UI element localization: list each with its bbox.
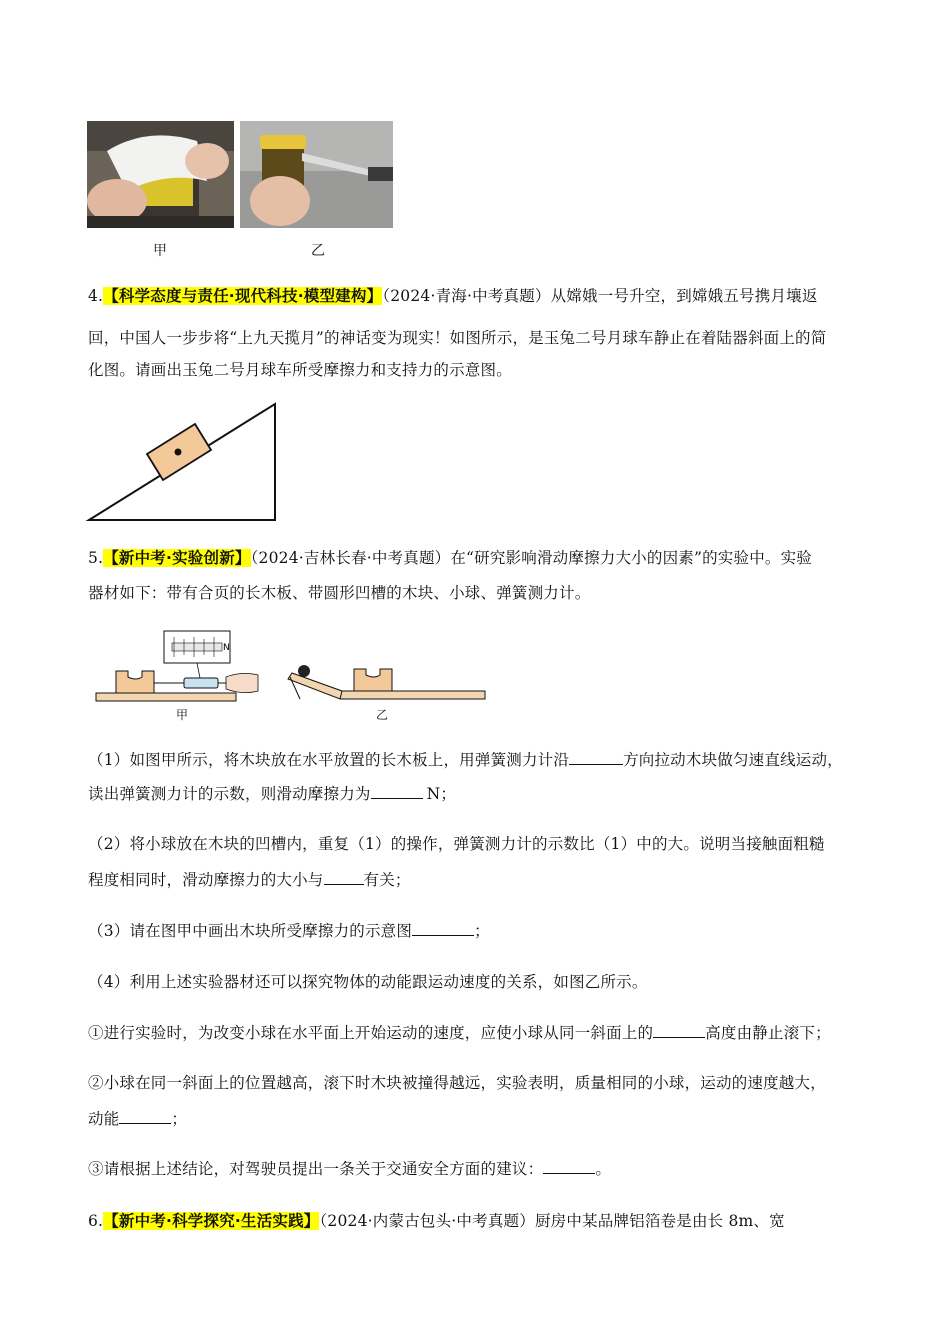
q5-part4: （4）利用上述实验器材还可以探究物体的动能跟运动速度的关系，如图乙所示。 — [88, 973, 648, 991]
incline-diagram — [85, 400, 280, 525]
q6-source: （2024·内蒙古包头·中考真题） — [319, 1212, 535, 1230]
incline-board-yi — [288, 673, 342, 699]
photo-jar-towel-image — [87, 121, 234, 228]
q5-part2-text-c: 有关； — [363, 871, 411, 889]
long-board-jia — [96, 693, 236, 701]
q5-part2-line1: （2）将小球放在木块的凹槽内，重复（1）的操作，弹簧测力计的示数比（1）中的大。说明当接触面粗糙 — [88, 835, 825, 853]
q5-tag: 【新中考·实验创新】 — [103, 549, 251, 567]
q4-line-1 — [88, 281, 868, 311]
ball — [298, 665, 310, 677]
experiment-figure — [92, 625, 492, 725]
wood-block-yi — [354, 669, 392, 691]
q5-part3-text-a: （3）请在图甲中画出木块所受摩擦力的示意图 — [88, 922, 413, 940]
q5-sub3 — [88, 1154, 868, 1184]
q4-line-2: 回，中国人一步步将“上九天揽月”的神话变为现实！如图所示，是玉兔二号月球车静止在着陆器斜面上的简 — [88, 329, 827, 347]
top-caption-yi: 乙 — [311, 243, 325, 259]
q4-tag: 【科学态度与责任·现代科技·模型建构】 — [103, 287, 383, 305]
long-board-yi — [340, 691, 485, 699]
answer-blank-diagram[interactable] — [412, 920, 474, 936]
exp-caption-yi: 乙 — [376, 708, 389, 722]
q5-part1-text-c: 读出弹簧测力计的示数，则滑动摩擦力为 — [88, 785, 371, 803]
q5-sub3-text-b: 。 — [595, 1160, 612, 1178]
answer-blank-energy[interactable] — [119, 1108, 171, 1124]
q5-sub2-line2 — [88, 1104, 868, 1134]
q5-line1-text: 在“研究影响滑动摩擦力大小的因素”的实验中。实验 — [450, 549, 813, 567]
q5-part1-text-a: （1）如图甲所示，将木块放在水平放置的长木板上，用弹簧测力计沿 — [88, 751, 570, 769]
q6-line-1 — [88, 1206, 868, 1236]
photo-jar-towel — [87, 121, 234, 228]
photo-jar-knife-image — [240, 121, 393, 228]
q4-line-3: 化图。请画出玉兔二号月球车所受摩擦力和支持力的示意图。 — [88, 361, 512, 379]
q5-part1-text-b: 方向拉动木块做匀速直线运动， — [623, 751, 843, 769]
q5-sub2-text-b: 动能 — [88, 1110, 120, 1128]
q5-part1-text-d: N； — [426, 785, 457, 803]
gauge-scale-track — [172, 643, 222, 651]
q5-part3 — [88, 916, 868, 946]
spring-scale — [184, 678, 218, 688]
q5-sub3-text-a: ③请根据上述结论，对驾驶员提出一条关于交通安全方面的建议： — [88, 1160, 544, 1178]
answer-blank-advice[interactable] — [543, 1158, 595, 1174]
q5-line-2: 器材如下：带有合页的长木板、带圆形凹槽的木块、小球、弹簧测力计。 — [88, 584, 591, 602]
q5-line-1 — [88, 543, 868, 573]
q5-sub1-text-b: 高度由静止滚下； — [705, 1024, 831, 1042]
q5-sub1-text-a: ①进行实验时，为改变小球在水平面上开始运动的速度，应使小球从同一斜面上的 — [88, 1024, 654, 1042]
q6-tag: 【新中考·科学探究·生活实践】 — [103, 1212, 320, 1230]
hand — [226, 673, 258, 692]
q5-sub2-text-c: ； — [171, 1110, 188, 1128]
gauge-pointer-line — [197, 663, 200, 678]
exp-caption-jia: 甲 — [176, 708, 189, 722]
q5-part2-line2 — [88, 865, 868, 895]
q6-line1-text: 厨房中某品牌铝箔卷是由长 8m、宽 — [534, 1212, 785, 1230]
q4-number: 4. — [88, 287, 104, 305]
q5-part1-line2 — [88, 779, 868, 809]
top-caption-jia: 甲 — [153, 243, 167, 259]
q5-sub2-line1: ②小球在同一斜面上的位置越高，滚下时木块被撞得越远，实验表明，质量相同的小球，运动的速度越大， — [88, 1074, 826, 1092]
photo-jar-knife — [240, 121, 393, 228]
wood-block-jia — [116, 671, 154, 693]
answer-blank-friction[interactable] — [371, 783, 423, 799]
q4-source: （2024·青海·中考真题） — [382, 287, 551, 305]
q5-number: 5. — [88, 549, 104, 567]
answer-blank-height[interactable] — [653, 1022, 705, 1038]
q5-part2-text-b: 程度相同时，滑动摩擦力的大小与 — [88, 871, 324, 889]
answer-blank-direction[interactable] — [569, 749, 623, 765]
gauge-unit: N — [223, 643, 230, 653]
q5-part3-text-b: ； — [474, 922, 490, 940]
q6-number: 6. — [88, 1212, 104, 1230]
rover-center-dot — [175, 449, 182, 456]
q4-line1-text: 从嫦娥一号升空，到嫦娥五号携月壤返 — [550, 287, 818, 305]
q5-part1-line1 — [88, 745, 878, 775]
q5-sub1 — [88, 1018, 888, 1048]
q5-source: （2024·吉林长春·中考真题） — [250, 549, 451, 567]
answer-blank-factor[interactable] — [324, 869, 364, 885]
